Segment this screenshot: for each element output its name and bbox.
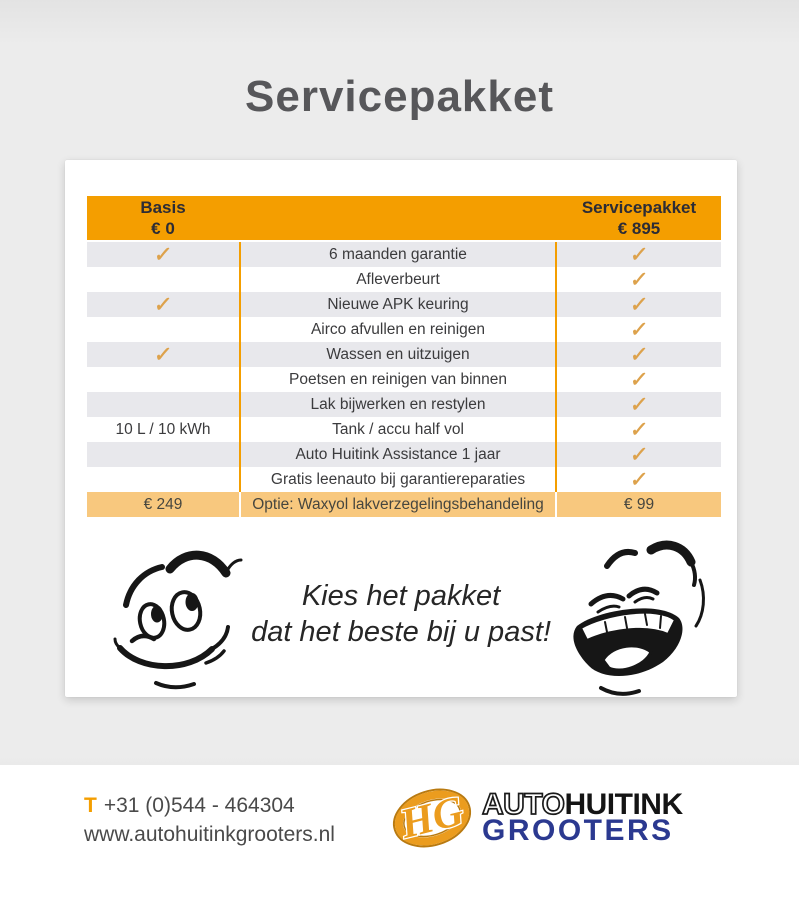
- pakket-check-icon: ✓: [628, 418, 649, 442]
- pakket-column-header: [557, 197, 721, 240]
- pakket-check-icon: ✓: [628, 268, 649, 292]
- table-row: [87, 342, 721, 367]
- comparison-card: [65, 160, 737, 697]
- basis-cell: [87, 467, 239, 492]
- hg-emblem-icon: [388, 777, 476, 859]
- pakket-check-icon: ✓: [628, 368, 649, 392]
- table-row: [87, 392, 721, 417]
- option-pakket-price: € 99: [623, 495, 655, 513]
- pakket-check-icon: ✓: [628, 343, 649, 367]
- service-label: Afleverbeurt: [239, 267, 557, 292]
- basis-price: € 0: [151, 219, 175, 238]
- table-row: [87, 242, 721, 267]
- service-label: Airco afvullen en reinigen: [239, 317, 557, 342]
- table-row: [87, 292, 721, 317]
- brand-huitink: HUITINK: [564, 787, 683, 821]
- basis-check-icon: ✓: [152, 343, 173, 367]
- pakket-check-icon: ✓: [628, 443, 649, 467]
- pakket-price: € 895: [617, 219, 661, 238]
- page-title: Servicepakket: [245, 72, 554, 121]
- service-label: Wassen en uitzuigen: [239, 342, 557, 367]
- company-logo: [388, 777, 683, 859]
- service-label: Nieuwe APK keuring: [239, 292, 557, 317]
- table-row: [87, 367, 721, 392]
- contact-block: [84, 791, 335, 850]
- phone-number: +31 (0)544 - 464304: [103, 794, 295, 817]
- basis-check-icon: ✓: [152, 243, 173, 267]
- pakket-check-icon: ✓: [628, 468, 649, 492]
- service-label: Lak bijwerken en restylen: [239, 392, 557, 417]
- brand-name: [482, 787, 683, 847]
- table-row: [87, 417, 721, 442]
- service-label: Tank / accu half vol: [239, 417, 557, 442]
- footer: [0, 765, 799, 900]
- option-basis-price: € 249: [143, 495, 183, 513]
- brand-grooters: GROOTERS: [482, 814, 674, 847]
- option-label: Optie: Waxyol lakverzegelingsbehandeling: [239, 492, 557, 517]
- basis-cell: [87, 392, 239, 417]
- basis-cell: [87, 367, 239, 392]
- basis-check-icon: ✓: [152, 293, 173, 317]
- table-row: [87, 267, 721, 292]
- pakket-label: Servicepakket: [581, 197, 697, 217]
- option-row: [87, 492, 721, 517]
- laughing-face-illustration: [567, 538, 712, 698]
- service-label: Poetsen en reinigen van binnen: [239, 367, 557, 392]
- basis-label: Basis: [140, 197, 186, 217]
- basis-column-header: [87, 197, 239, 240]
- package-comparison-table: [87, 196, 721, 517]
- basis-cell: 10 L / 10 kWh: [115, 420, 211, 438]
- website-link[interactable]: www.autohuitinkgrooters.nl: [84, 823, 335, 847]
- pakket-check-icon: ✓: [628, 393, 649, 417]
- pakket-check-icon: ✓: [628, 293, 649, 317]
- table-row: [87, 317, 721, 342]
- service-label: Gratis leenauto bij garantiereparaties: [239, 467, 557, 492]
- table-row: [87, 467, 721, 492]
- table-row: [87, 442, 721, 467]
- phone-icon: T: [84, 794, 97, 817]
- pakket-check-icon: ✓: [628, 318, 649, 342]
- service-label: 6 maanden garantie: [239, 242, 557, 267]
- tagline-line2: dat het beste bij u past!: [251, 616, 551, 649]
- tagline-line1: Kies het pakket: [301, 580, 501, 612]
- phone-line: [84, 791, 335, 820]
- brand-auto: AUTO: [482, 787, 565, 821]
- table-header-row: [87, 196, 721, 242]
- basis-cell: [87, 442, 239, 467]
- hg-monogram: HG: [395, 788, 469, 848]
- service-label: Auto Huitink Assistance 1 jaar: [239, 442, 557, 467]
- pakket-check-icon: ✓: [628, 243, 649, 267]
